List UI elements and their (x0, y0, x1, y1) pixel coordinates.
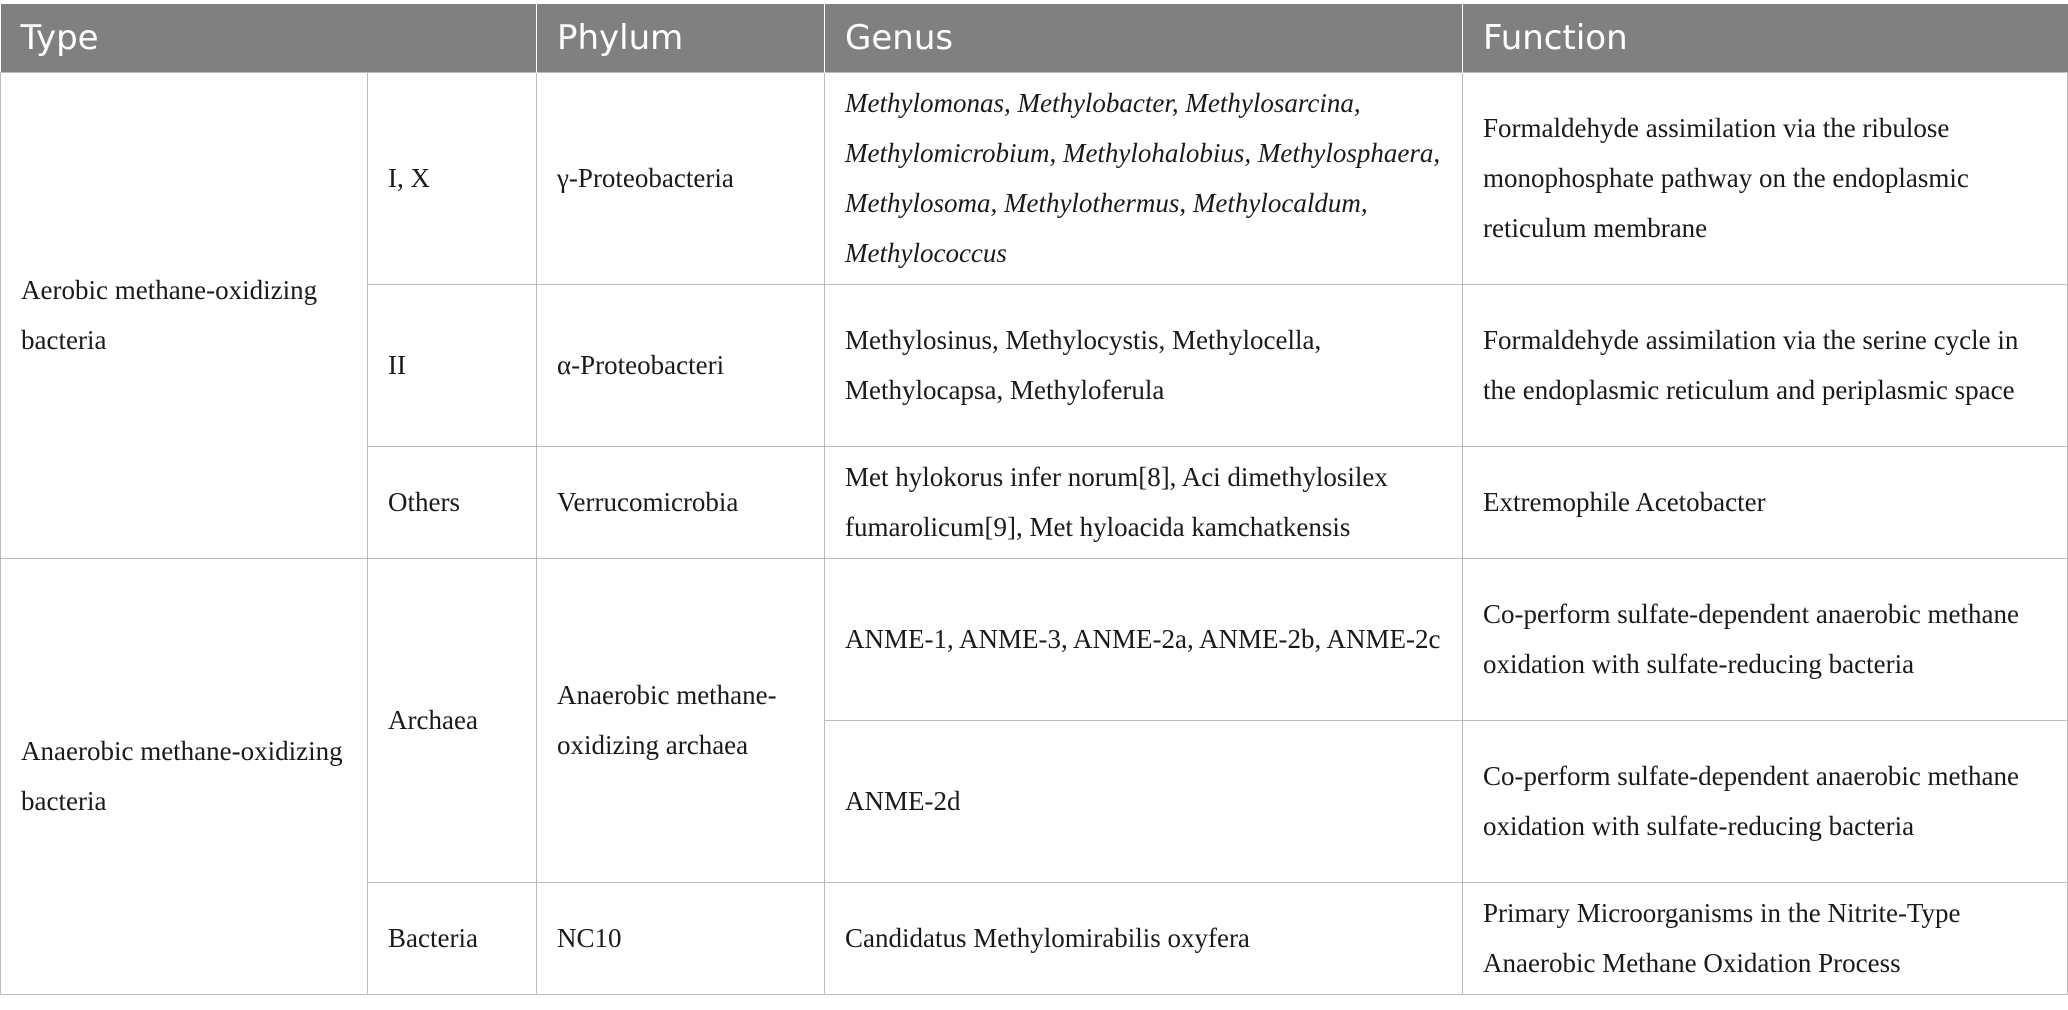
phylum-cell: γ-Proteobacteria (537, 72, 825, 284)
function-cell: Primary Microorganisms in the Nitrite-Type Anaerobic Methane Oxidation Process (1463, 882, 2068, 994)
header-genus: Genus (825, 4, 1463, 72)
table-body (1, 72, 2068, 994)
phylum-cell: Anaerobic methane-oxidizing archaea (537, 558, 825, 882)
subtype-cell: Others (368, 446, 537, 558)
header-type: Type (1, 4, 537, 72)
function-cell: Formaldehyde assimilation via the ribulose monophosphate pathway on the endoplasmic reticulum membrane (1463, 72, 2068, 284)
table-row (1, 72, 2068, 284)
header-phylum: Phylum (537, 4, 825, 72)
genus-cell: Methylomonas, Methylobacter, Methylosarcina, Methylomicrobium, Methylohalobius, Methylosphaera, Methylosoma, Methylothermus, Methylocaldum, Methylococcus (825, 72, 1463, 284)
genus-cell: ANME-1, ANME-3, ANME-2a, ANME-2b, ANME-2c (825, 558, 1463, 720)
function-cell: Extremophile Acetobacter (1463, 446, 2068, 558)
genus-cell: Methylosinus, Methylocystis, Methylocella, Methylocapsa, Methyloferula (825, 284, 1463, 446)
genus-cell: Met hylokorus infer norum[8], Aci dimethylosilex fumarolicum[9], Met hyloacida kamchatkensis (825, 446, 1463, 558)
subtype-cell: I, X (368, 72, 537, 284)
subtype-cell: II (368, 284, 537, 446)
type-cell: Anaerobic methane-oxidizing bacteria (1, 558, 368, 994)
phylum-cell: Verrucomicrobia (537, 446, 825, 558)
phylum-cell: α-Proteobacteri (537, 284, 825, 446)
function-cell: Co-perform sulfate-dependent anaerobic methane oxidation with sulfate-reducing bacteria (1463, 558, 2068, 720)
header-function: Function (1463, 4, 2068, 72)
genus-cell: ANME-2d (825, 720, 1463, 882)
methanotroph-table (0, 4, 2068, 995)
phylum-cell: NC10 (537, 882, 825, 994)
genus-cell: Candidatus Methylomirabilis oxyfera (825, 882, 1463, 994)
table-row (1, 558, 2068, 720)
header-row (1, 4, 2068, 72)
table-header (1, 4, 2068, 72)
subtype-cell: Archaea (368, 558, 537, 882)
subtype-cell: Bacteria (368, 882, 537, 994)
type-cell: Aerobic methane-oxidizing bacteria (1, 72, 368, 558)
function-cell: Formaldehyde assimilation via the serine cycle in the endoplasmic reticulum and periplasmic space (1463, 284, 2068, 446)
table-container (0, 4, 2068, 995)
function-cell: Co-perform sulfate-dependent anaerobic methane oxidation with sulfate-reducing bacteria (1463, 720, 2068, 882)
